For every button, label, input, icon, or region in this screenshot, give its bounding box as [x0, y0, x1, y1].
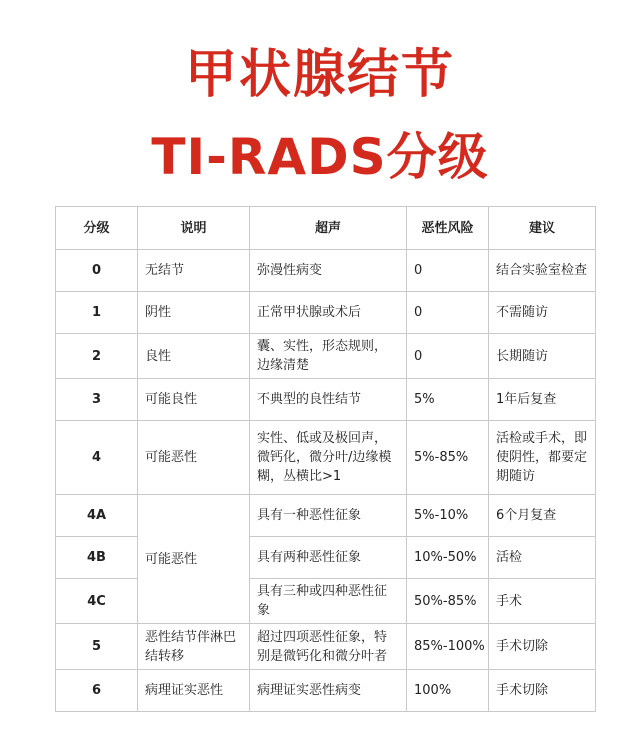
grade-cell: 4B — [56, 537, 138, 579]
grade-cell: 4A — [56, 495, 138, 537]
risk-cell: 0 — [407, 292, 489, 334]
advice-cell: 结合实验室检查 — [489, 250, 596, 292]
description-cell: 阴性 — [138, 292, 250, 334]
description-cell-merged: 可能恶性 — [138, 495, 250, 624]
ultrasound-cell: 不典型的良性结节 — [250, 379, 407, 421]
header-description: 说明 — [138, 207, 250, 250]
ultrasound-cell: 具有三种或四种恶性征象 — [250, 579, 407, 624]
ultrasound-cell: 囊、实性，形态规则，边缘清楚 — [250, 334, 407, 379]
table-row — [56, 292, 596, 334]
ultrasound-cell: 正常甲状腺或术后 — [250, 292, 407, 334]
risk-cell: 10%-50% — [407, 537, 489, 579]
header-grade: 分级 — [56, 207, 138, 250]
risk-cell: 5%-85% — [407, 421, 489, 495]
table-header-row — [56, 207, 596, 250]
risk-cell: 5% — [407, 379, 489, 421]
table-row — [56, 579, 596, 624]
advice-cell: 手术 — [489, 579, 596, 624]
grade-cell: 1 — [56, 292, 138, 334]
table-row — [56, 334, 596, 379]
risk-cell: 5%-10% — [407, 495, 489, 537]
ultrasound-cell: 具有两种恶性征象 — [250, 537, 407, 579]
grade-cell: 0 — [56, 250, 138, 292]
description-cell: 良性 — [138, 334, 250, 379]
grade-cell: 4 — [56, 421, 138, 495]
grade-cell: 4C — [56, 579, 138, 624]
tirads-table — [55, 206, 596, 712]
grade-cell: 3 — [56, 379, 138, 421]
advice-cell: 6个月复查 — [489, 495, 596, 537]
ultrasound-cell: 具有一种恶性征象 — [250, 495, 407, 537]
ultrasound-cell: 超过四项恶性征象，特别是微钙化和微分叶者 — [250, 624, 407, 670]
table-row — [56, 495, 596, 537]
advice-cell: 手术切除 — [489, 670, 596, 712]
table-row — [56, 421, 596, 495]
risk-cell: 85%-100% — [407, 624, 489, 670]
table-row — [56, 670, 596, 712]
ultrasound-cell: 弥漫性病变 — [250, 250, 407, 292]
table-row — [56, 250, 596, 292]
advice-cell: 1年后复查 — [489, 379, 596, 421]
table-row — [56, 379, 596, 421]
description-cell: 恶性结节伴淋巴结转移 — [138, 624, 250, 670]
table-row — [56, 537, 596, 579]
page-title: 甲状腺结节 — [184, 45, 455, 105]
risk-cell: 0 — [407, 334, 489, 379]
risk-cell: 100% — [407, 670, 489, 712]
header-ultrasound: 超声 — [250, 207, 407, 250]
advice-cell: 手术切除 — [489, 624, 596, 670]
description-cell: 可能良性 — [138, 379, 250, 421]
description-cell: 可能恶性 — [138, 421, 250, 495]
advice-cell: 不需随访 — [489, 292, 596, 334]
table-row — [56, 624, 596, 670]
ultrasound-cell: 病理证实恶性病变 — [250, 670, 407, 712]
advice-cell: 长期随访 — [489, 334, 596, 379]
grade-cell: 5 — [56, 624, 138, 670]
description-cell: 无结节 — [138, 250, 250, 292]
risk-cell: 50%-85% — [407, 579, 489, 624]
header-risk: 恶性风险 — [407, 207, 489, 250]
advice-cell: 活检或手术，即使阴性，都要定期随访 — [489, 421, 596, 495]
ultrasound-cell: 实性、低或及极回声，微钙化，微分叶/边缘模糊，丛横比>1 — [250, 421, 407, 495]
risk-cell: 0 — [407, 250, 489, 292]
grade-cell: 2 — [56, 334, 138, 379]
page-subtitle: TI-RADS分级 — [151, 128, 489, 186]
advice-cell: 活检 — [489, 537, 596, 579]
header-advice: 建议 — [489, 207, 596, 250]
description-cell: 病理证实恶性 — [138, 670, 250, 712]
grade-cell: 6 — [56, 670, 138, 712]
